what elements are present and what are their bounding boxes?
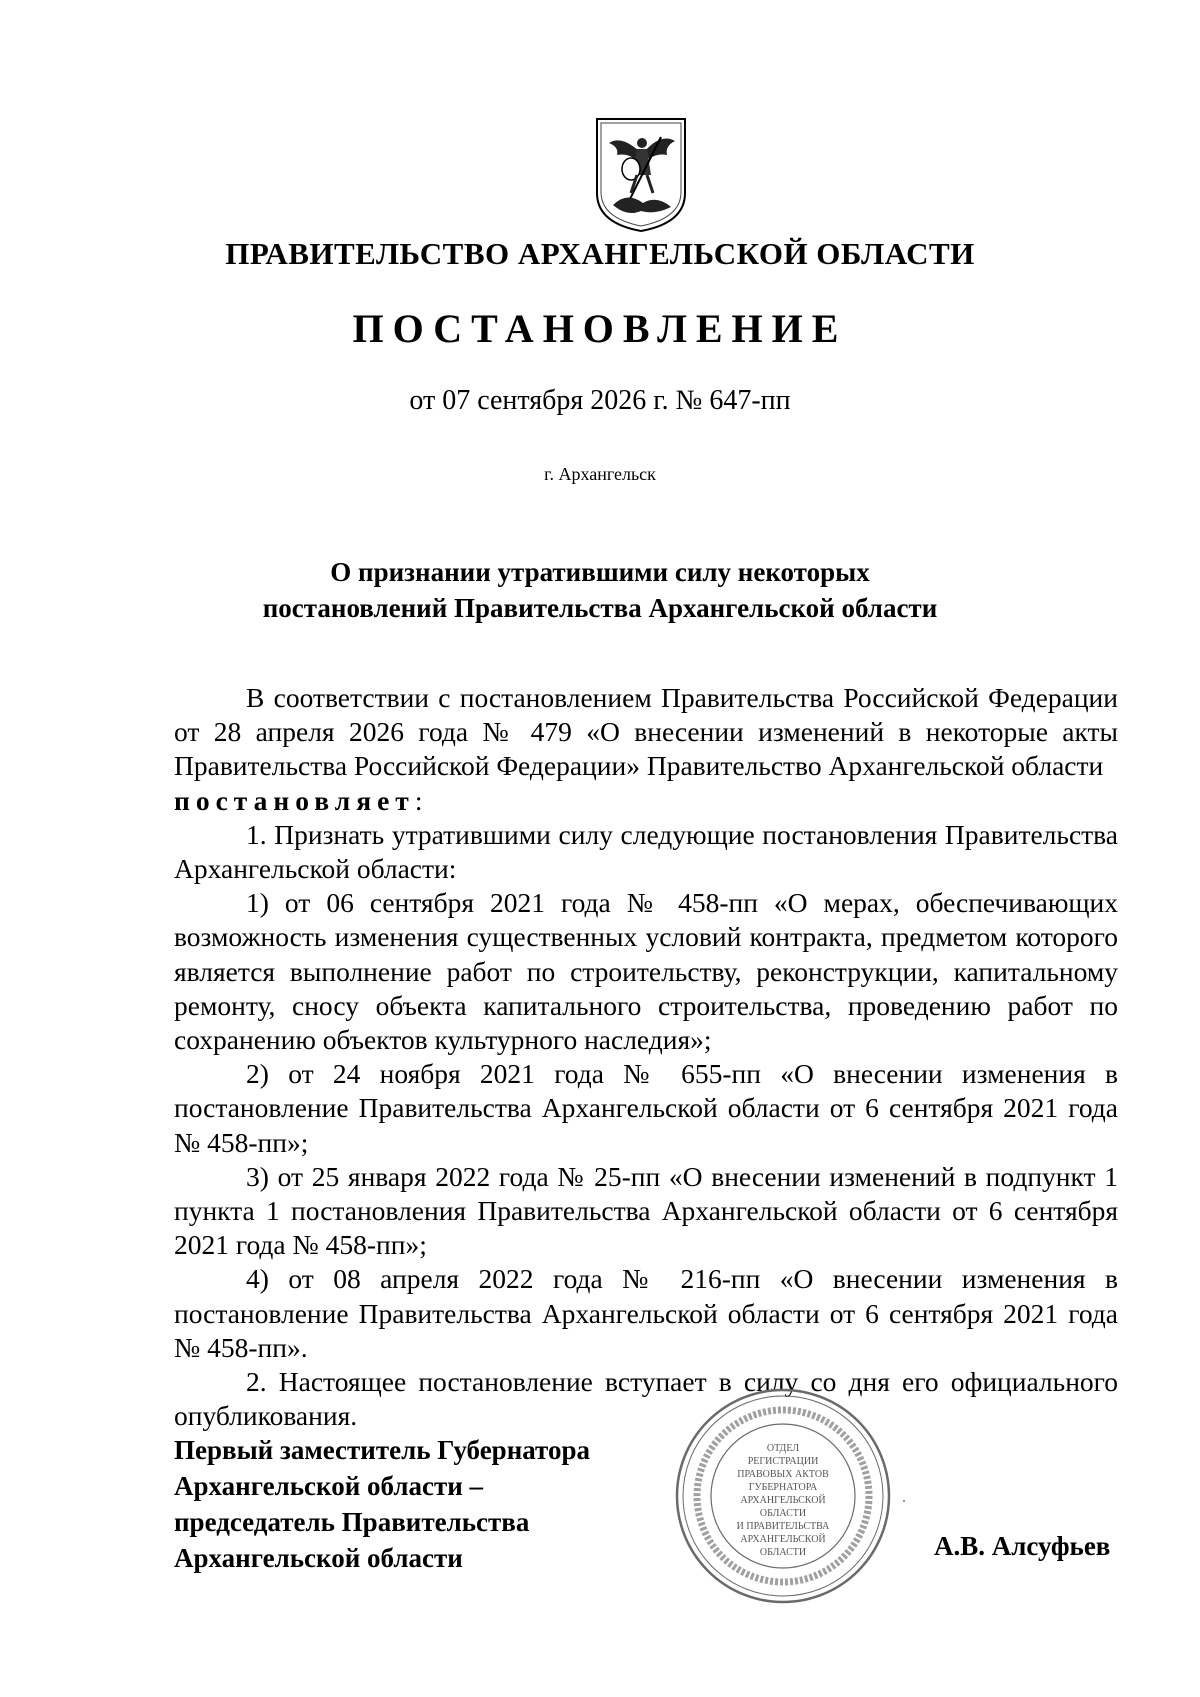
- signer-position-line-2: Архангельской области –: [174, 1471, 484, 1501]
- stamp-center-line: ГУБЕРНАТОРА: [748, 1482, 818, 1493]
- subject-line-2: постановлений Правительства Архангельской области: [262, 593, 938, 623]
- stamp-center-line: ОБЛАСТИ: [759, 1547, 807, 1558]
- arkhangelsk-coat-of-arms-icon: [591, 113, 691, 235]
- document-date-number: от 07 сентября 2026 г. № 647-пп: [409, 385, 791, 416]
- stamp-center-line: АРХАНГЕЛЬСКОЙ: [740, 1495, 826, 1506]
- signer-position-line-3: председатель Правительства: [174, 1507, 530, 1537]
- decides-colon: :: [414, 784, 423, 816]
- document-city: г. Архангельск: [544, 464, 656, 484]
- scan-dot: [903, 1500, 905, 1502]
- stamp-center-line: И ПРАВИТЕЛЬСТВА: [736, 1521, 830, 1532]
- signer-position: [174, 1432, 590, 1576]
- item-1-paragraph: 1. Признать утратившими силу следующие постановления Правительства Архангельской области:: [174, 818, 1118, 885]
- document-body: [174, 681, 1118, 1433]
- signer-position-line-4: Архангельской области: [174, 1543, 463, 1573]
- preamble-text: В соответствии с постановлением Правительства Российской Федерации от 28 апреля 2026 года № 479 «О внесении изменений в некоторые акты Правительства Российской Федерации» Правительство Архангельской области: [174, 682, 1118, 782]
- stamp-center-line: РЕГИСТРАЦИИ: [747, 1456, 819, 1467]
- subject-line-1: О признании утратившими силу некоторых: [330, 557, 870, 587]
- document-subject: [0, 554, 1200, 626]
- signer-position-line-1: Первый заместитель Губернатора: [174, 1435, 590, 1465]
- item-2-paragraph: 2. Настоящее постановление вступает в силу со дня его официального опубликования.: [174, 1366, 1118, 1432]
- stamp-center-line: ОТДЕЛ: [766, 1443, 800, 1454]
- signer-name: А.В. Алсуфьев: [934, 1531, 1111, 1561]
- stamp-center-line: АРХАНГЕЛЬСКОЙ: [740, 1534, 826, 1545]
- document-type-title: ПОСТАНОВЛЕНИЕ: [352, 306, 848, 351]
- official-round-seal-icon: [672, 1385, 894, 1607]
- preamble-paragraph: [174, 681, 1118, 818]
- organization-title: ПРАВИТЕЛЬСТВО АРХАНГЕЛЬСКОЙ ОБЛАСТИ: [225, 236, 975, 271]
- sub-item-2-paragraph: 2) от 24 ноября 2021 года № 655-пп «О внесении изменения в постановление Правительства Архангельской области от 6 сентября 2021 года № 458-пп»;: [174, 1058, 1118, 1158]
- sub-item-3-paragraph: 3) от 25 января 2022 года № 25-пп «О внесении изменений в подпункт 1 пункта 1 постановления Правительства Архангельской области от 6 сентября 2021 года № 458-пп»;: [174, 1160, 1118, 1261]
- decides-word: постановляет: [174, 784, 415, 816]
- stamp-center-line: ОБЛАСТИ: [759, 1508, 807, 1519]
- stamp-center-line: ПРАВОВЫХ АКТОВ: [737, 1469, 829, 1480]
- sub-item-4-paragraph: 4) от 08 апреля 2022 года № 216-пп «О внесении изменения в постановление Правительства Архангельской области от 6 сентября 2021 года № 458-пп».: [174, 1263, 1118, 1363]
- sub-item-1-paragraph: 1) от 06 сентября 2021 года № 458-пп «О мерах, обеспечивающих возможность изменения существенных условий контракта, предметом которого является выполнение работ по строительству, реконструкции, капитальному ремонту, сносу объекта капитального строительства, проведению работ по сохранению объектов культурного наследия»;: [174, 887, 1118, 1056]
